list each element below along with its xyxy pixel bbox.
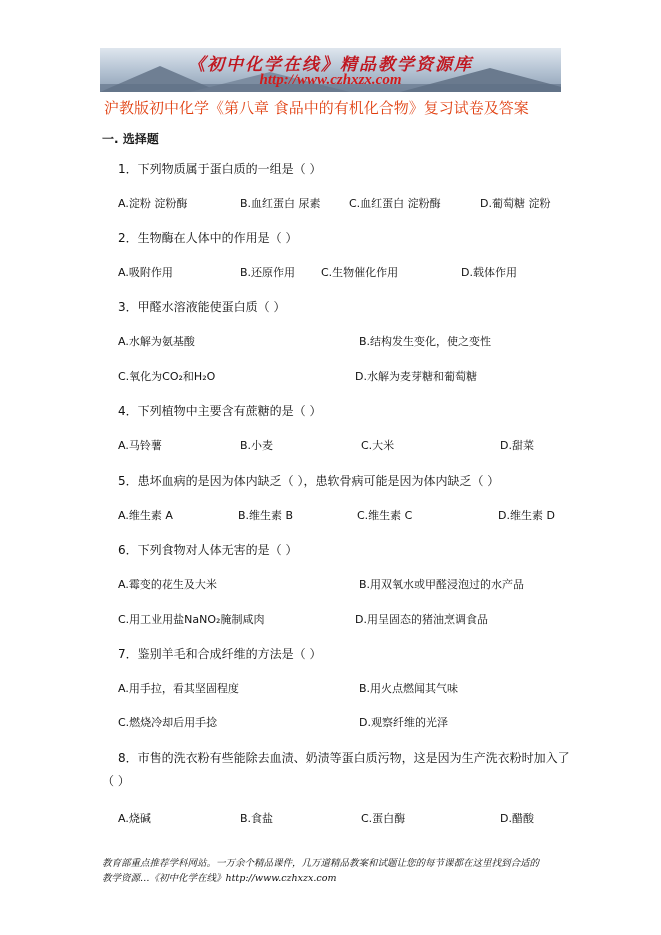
option-a: A.维生素 A (118, 509, 173, 522)
option-c: C.生物催化作用 (321, 266, 399, 279)
option-d: D.维生素 D (498, 509, 555, 522)
option-d: D.载体作用 (461, 266, 517, 279)
question-4: 4．下列植物中主要含有蔗糖的是（ ） (118, 404, 322, 418)
banner-title: 《初中化学在线》精品教学资源库 (188, 55, 473, 75)
option-a: A.霉变的花生及大米 (118, 578, 217, 591)
option-c: C.大米 (361, 439, 395, 452)
option-c: C.血红蛋白 淀粉酶 (349, 197, 441, 210)
option-c: C.蛋白酶 (361, 812, 406, 825)
question-2: 2．生物酶在人体中的作用是（ ） (118, 231, 298, 245)
option-a: A.烧碱 (118, 812, 151, 825)
option-d: D.醋酸 (500, 812, 534, 825)
option-d: D.用呈固态的猪油烹调食品 (355, 613, 488, 626)
option-c: C.燃烧冷却后用手捻 (118, 716, 218, 729)
question-6: 6．下列食物对人体无害的是（ ） (118, 543, 298, 557)
question-3: 3．甲醛水溶液能使蛋白质（ ） (118, 300, 286, 314)
option-d: D.水解为麦芽糖和葡萄糖 (355, 370, 477, 383)
option-b: B.食盐 (240, 812, 274, 825)
option-b: B.还原作用 (240, 266, 296, 279)
option-c: C.用工业用盐NaNO₂腌制咸肉 (118, 613, 265, 626)
option-b: B.维生素 B (238, 509, 294, 522)
question-8-blank: （ ） (102, 774, 130, 788)
option-b: B.血红蛋白 尿素 (240, 197, 321, 210)
option-c: C.氧化为CO₂和H₂O (118, 370, 216, 383)
option-b: B.用双氧水或甲醛浸泡过的水产品 (359, 578, 525, 591)
option-c: C.维生素 C (357, 509, 413, 522)
question-1: 1．下列物质属于蛋白质的一组是（ ） (118, 162, 322, 176)
option-d: D.甜菜 (500, 439, 534, 452)
option-b: B.用火点燃闻其气味 (359, 682, 459, 695)
page-footer (102, 856, 564, 886)
option-b: B.小麦 (240, 439, 274, 452)
header-banner (100, 48, 561, 92)
question-7: 7．鉴别羊毛和合成纤维的方法是（ ） (118, 647, 322, 661)
question-8: 8．市售的洗衣粉有些能除去血渍、奶渍等蛋白质污物，这是因为生产洗衣粉时加入了 (118, 751, 570, 765)
option-a: A.水解为氨基酸 (118, 335, 195, 348)
option-a: A.马铃薯 (118, 439, 162, 452)
footer-line: 教学资源…《初中化学在线》http://www.czhxzx.com (102, 873, 337, 884)
banner-url[interactable]: http://www.czhxzx.com (259, 72, 402, 88)
section-heading: 一. 选择题 (102, 132, 159, 146)
option-a: A.吸附作用 (118, 266, 173, 279)
option-b: B.结构发生变化，使之变性 (359, 335, 492, 348)
question-5: 5．患坏血病的是因为体内缺乏（ ），患软骨病可能是因为体内缺乏（ ） (118, 474, 500, 488)
option-a: A.用手拉，看其坚固程度 (118, 682, 239, 695)
footer-line: 教育部重点推荐学科网站。一万余个精品课件，几万道精品教案和试题让您的每节课都在这里找到合适的 (102, 858, 540, 869)
option-d: D.葡萄糖 淀粉 (480, 197, 551, 210)
option-d: D.观察纤维的光泽 (359, 716, 448, 729)
page-title: 沪教版初中化学《第八章 食品中的有机化合物》复习试卷及答案 (104, 99, 529, 117)
option-a: A.淀粉 淀粉酶 (118, 197, 188, 210)
